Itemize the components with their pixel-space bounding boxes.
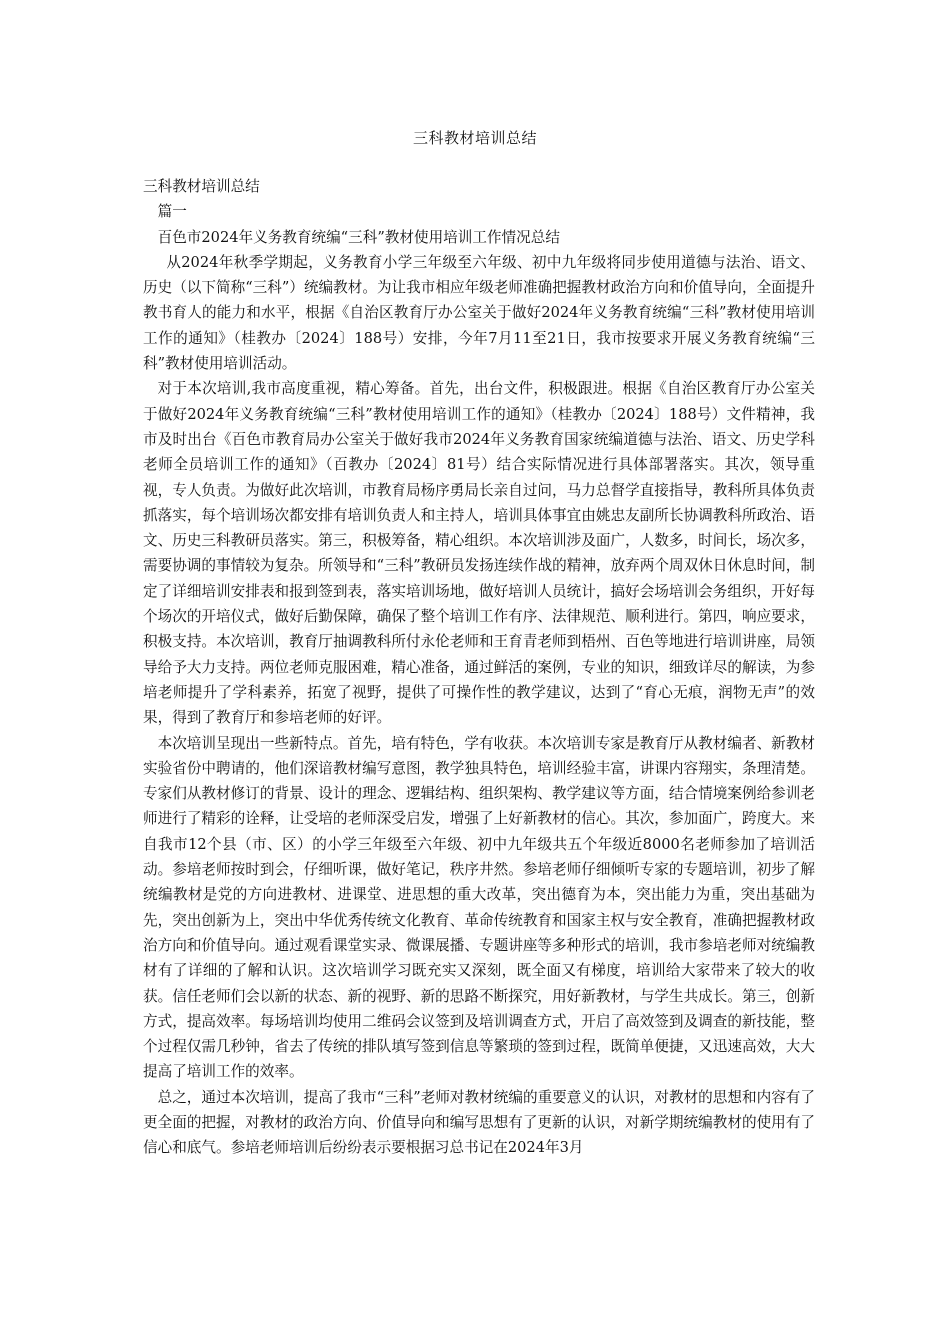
paragraph: 对于本次培训,我市高度重视，精心筹备。首先，出台文件，积极跟进。根据《自治区教育厅办公室关于做好2024年义务教育统编“三科”教材使用培训工作的通知》（桂教办〔2024〕188号）文件精神，我市及时出台《百色市教育局办公室关于做好我市2024年义务教育国家统编道德与法治、语文、历史学科老师全员培训工作的通知》（百教办〔2024〕81号）结合实际情况进行具体部署落实。其次，领导重视，专人负责。为做好此次培训，市教育局杨序勇局长亲自过问，马力总督学直接指导，教科所具体负责抓落实，每个培训场次都安排有培训负责人和主持人，培训具体事宜由姚忠友副所长协调教科所政治、语文、历史三科教研员落实。第三，积极筹备，精心组织。本次培训涉及面广，人数多，时间长，场次多，需要协调的事情较为复杂。所领导和“三科”教研员发扬连续作战的精神，放弃两个周双休日休息时间，制定了详细培训安排表和报到签到表，落实培训场地，做好培训人员统计，搞好会场培训会务组织，开好每个场次的开培仪式，做好后勤保障，确保了整个培训工作有序、法律规范、顺利进行。第四，响应要求，积极支持。本次培训，教育厅抽调教科所付永伦老师和王育青老师到梧州、百色等地进行培训讲座，局领导给予大力支持。两位老师克服困难，精心准备，通过鲜活的案例，专业的知识，细致详尽的解读，为参培老师提升了学科素养，拓宽了视野，提供了可操作性的教学建议，达到了“育心无痕，润物无声”的效果，得到了教育厅和参培老师的好评。 <box>143 380 815 727</box>
paragraph: 总之，通过本次培训，提高了我市“三科”老师对教材统编的重要意义的认识，对教材的思想和内容有了更全面的把握，对教材的政治方向、价值导向和编写思想有了更新的认识，对新学期统编教材的使用有了信心和底气。参培老师培训后纷纷表示要根据习总书记在2024年3月 <box>143 1088 815 1157</box>
paragraph: 本次培训呈现出一些新特点。首先，培有特色，学有收获。本次培训专家是教育厅从教材编者、新教材实验省份中聘请的，他们深谙教材编写意图，教学独具特色，培训经验丰富，讲课内容翔实，条理清楚。专家们从教材修订的背景、设计的理念、逻辑结构、组织架构、教学建议等方面，结合情境案例给参训老师进行了精彩的诠释，让受培的老师深受启发，增强了上好新教材的信心。其次，参加面广，跨度大。来自我市12个县（市、区）的小学三年级至六年级、初中九年级共五个年级近8000名老师参加了培训活动。参培老师按时到会，仔细听课，做好笔记，秩序井然。参培老师仔细倾听专家的专题培训，初步了解统编教材是党的方向进教材、进课堂、进思想的重大改革，突出德育为本，突出能力为重，突出基础为先，突出创新为上，突出中华优秀传统文化教育、革命传统教育和国家主权与安全教育，准确把握教材政治方向和价值导向。通过观看课堂实录、微课展播、专题讲座等多种形式的培训，我市参培老师对统编教材有了详细的了解和认识。这次培训学习既充实又深刻，既全面又有梯度，培训给大家带来了较大的收获。信任老师们会以新的状态、新的视野、新的思路不断探究，用好新教材，与学生共成长。第三，创新方式，提高效率。每场培训均使用二维码会议签到及培训调查方式，开启了高效签到及调查的新技能，整个过程仅需几秒钟，省去了传统的排队填写签到信息等繁琐的签到过程，既简单便捷，又迅速高效，大大提高了培训工作的效率。 <box>143 734 815 1081</box>
section-label: 篇一 <box>157 203 187 221</box>
paragraph: 从2024年秋季学期起，义务教育小学三年级至六年级、初中九年级将同步使用道德与法治、语文、历史（以下简称“三科”）统编教材。为让我市相应年级老师准确把握教材政治方向和价值导向，全面提升教书育人的能力和水平，根据《自治区教育厅办公室关于做好2024年义务教育统编“三科”教材使用培训工作的通知》（桂教办〔2024〕188号）安排，今年7月11至21日，我市按要求开展义务教育统编“三科”教材使用培训活动。 <box>143 253 815 373</box>
document-title: 三科教材培训总结 <box>412 129 537 147</box>
document-body <box>143 174 815 1161</box>
section-heading: 百色市2024年义务教育统编“三科”教材使用培训工作情况总结 <box>157 228 560 246</box>
document-subtitle: 三科教材培训总结 <box>143 178 260 195</box>
